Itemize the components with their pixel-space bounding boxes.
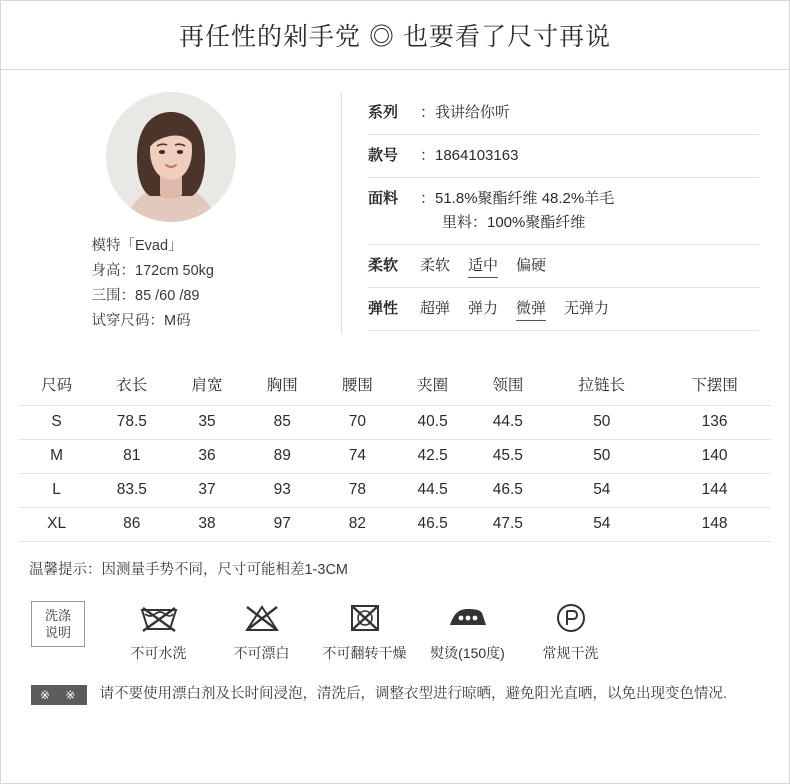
elasticity-option-elastic[interactable]: 弹力 (468, 300, 499, 317)
cell-zipper: 50 (545, 406, 658, 440)
cell-zipper: 54 (545, 508, 658, 542)
size-table-wrap (1, 344, 789, 542)
cell-hem: 136 (658, 406, 771, 440)
cell-shoulder: 38 (169, 508, 244, 542)
cell-collar: 45.5 (470, 440, 545, 474)
care-item-dry-clean (519, 599, 622, 663)
cell-size: L (19, 474, 94, 508)
softness-option-medium[interactable]: 适中 (468, 254, 498, 278)
care-label: 不可翻转干燥 (322, 645, 407, 661)
no-tumble-dry-icon (313, 599, 416, 637)
cell-size: M (19, 440, 94, 474)
cell-waist: 78 (320, 474, 395, 508)
spec-value-style-no: ：1864103163 (420, 147, 519, 164)
spec-row-elasticity (368, 288, 759, 331)
care-item-iron (416, 599, 519, 663)
note-mark: ※ ※ (31, 685, 87, 705)
cell-shoulder: 36 (169, 440, 244, 474)
spec-row-style-no (368, 135, 759, 178)
elasticity-option-super[interactable]: 超弹 (420, 300, 451, 317)
cell-hem: 144 (658, 474, 771, 508)
model-column (1, 92, 341, 334)
care-note (1, 663, 789, 706)
measurement-tip: 温馨提示：因测量手势不同，尺寸可能相差1-3CM (29, 562, 349, 578)
care-label: 常规干洗 (542, 645, 599, 661)
dry-clean-p-icon (519, 599, 622, 637)
size-table (19, 364, 771, 542)
cell-length: 83.5 (94, 474, 169, 508)
care-instructions (1, 579, 789, 663)
cell-armhole: 40.5 (395, 406, 470, 440)
cell-collar: 44.5 (470, 406, 545, 440)
cell-bust: 85 (245, 406, 320, 440)
cell-size: XL (19, 508, 94, 542)
cell-collar: 47.5 (470, 508, 545, 542)
spec-row-fabric (368, 178, 759, 245)
cell-collar: 46.5 (470, 474, 545, 508)
cell-bust: 97 (245, 508, 320, 542)
table-row (19, 406, 771, 440)
cell-shoulder: 35 (169, 406, 244, 440)
care-item-no-tumble-dry (313, 599, 416, 663)
spec-label-softness: 柔软 (368, 257, 399, 274)
care-badge (31, 601, 85, 647)
softness-option-hard[interactable]: 偏硬 (516, 257, 547, 274)
care-label: 熨烫(150度) (430, 645, 505, 661)
info-area (1, 70, 789, 344)
col-head-bust: 胸围 (266, 377, 298, 394)
spec-column (341, 92, 789, 334)
spec-value-lining: 里料：100%聚酯纤维 (442, 214, 586, 231)
elasticity-options (420, 297, 627, 321)
cell-bust: 89 (245, 440, 320, 474)
table-header-row (19, 364, 771, 406)
cell-zipper: 54 (545, 474, 658, 508)
page-title: 再任性的剁手党 ◎ 也要看了尺寸再说 (179, 23, 611, 51)
spec-row-series (368, 92, 759, 135)
table-row (19, 474, 771, 508)
no-machine-wash-icon (107, 599, 210, 637)
cell-armhole: 42.5 (395, 440, 470, 474)
cell-length: 81 (94, 440, 169, 474)
cell-waist: 82 (320, 508, 395, 542)
care-label: 不可水洗 (130, 645, 187, 661)
cell-armhole: 46.5 (395, 508, 470, 542)
cell-zipper: 50 (545, 440, 658, 474)
cell-waist: 70 (320, 406, 395, 440)
table-row (19, 440, 771, 474)
col-head-waist: 腰围 (341, 377, 373, 394)
note-text: 请不要使用漂白剂及长时间浸泡，清洗后，调整衣型进行晾晒，避免阳光直晒，以免出现变色情况. (99, 686, 727, 702)
cell-bust: 93 (245, 474, 320, 508)
elasticity-option-none[interactable]: 无弹力 (564, 300, 610, 317)
cell-hem: 140 (658, 440, 771, 474)
model-portrait-icon (106, 92, 236, 222)
col-head-collar: 领围 (492, 377, 524, 394)
spec-value-series: ：我讲给你听 (420, 104, 511, 121)
elasticity-option-slight[interactable]: 微弹 (516, 297, 546, 321)
no-bleach-icon (210, 599, 313, 637)
softness-options (420, 254, 564, 278)
spec-value-fabric: ：51.8%聚酯纤维 48.2%羊毛 (420, 190, 615, 207)
spec-label-style-no: 款号 (368, 147, 399, 164)
col-head-length: 衣长 (116, 377, 148, 394)
col-head-armhole: 夹圈 (417, 377, 449, 394)
care-badge-line2: 说明 (44, 625, 71, 640)
col-head-size: 尺码 (41, 377, 73, 394)
header (1, 1, 789, 70)
table-row (19, 508, 771, 542)
col-head-shoulder: 肩宽 (191, 377, 223, 394)
care-label: 不可漂白 (233, 645, 290, 661)
care-item-no-bleach (210, 599, 313, 663)
spec-label-series: 系列 (368, 104, 399, 121)
cell-length: 86 (94, 508, 169, 542)
softness-option-soft[interactable]: 柔软 (420, 257, 451, 274)
col-head-zipper: 拉链长 (578, 377, 626, 394)
cell-armhole: 44.5 (395, 474, 470, 508)
model-measurements: 三围：85 /60 /89 (91, 288, 200, 304)
cell-length: 78.5 (94, 406, 169, 440)
care-badge-line1: 洗涤 (44, 608, 71, 623)
model-height: 身高：172cm 50kg (91, 263, 214, 279)
model-info (92, 234, 257, 334)
spec-label-elasticity: 弹性 (368, 300, 399, 317)
spec-label-fabric: 面料 (368, 190, 399, 207)
model-name: 模特「Evad」 (91, 238, 183, 254)
spec-row-softness (368, 245, 759, 288)
cell-shoulder: 37 (169, 474, 244, 508)
care-item-no-wash (107, 599, 210, 663)
model-try-size: 试穿尺码：M码 (91, 313, 191, 329)
cell-waist: 74 (320, 440, 395, 474)
cell-hem: 148 (658, 508, 771, 542)
iron-150-icon (416, 599, 519, 637)
col-head-hem: 下摆围 (691, 377, 738, 394)
cell-size: S (19, 406, 94, 440)
